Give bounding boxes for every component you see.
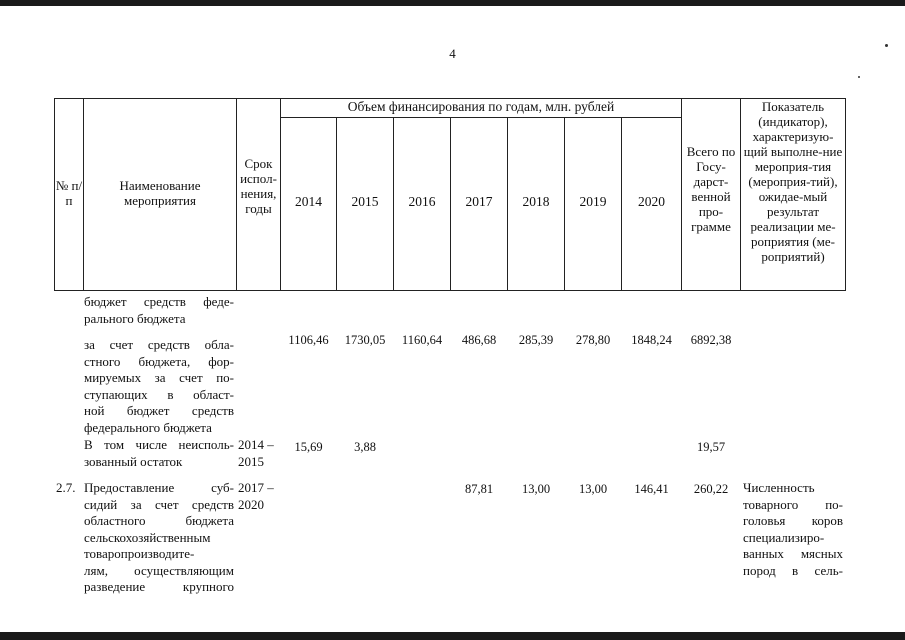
value-cell: 3,88 <box>354 440 376 454</box>
header-year: 2020 <box>638 194 665 209</box>
row-name-continuation: бюджет средств феде- рального бюджета <box>84 294 234 326</box>
header-name: Наименование мероприятия <box>119 178 201 208</box>
scan-edge-bottom <box>0 632 905 640</box>
header-term: Срок испол-нения, годы <box>240 156 277 216</box>
value-cell: 1730,05 <box>344 333 386 347</box>
term-cell: 2014 – 2015 <box>238 437 274 469</box>
row-name-unused-balance: В том числе неисполь- зованный остаток <box>84 437 234 469</box>
indicator-cell: Численность товарного по- головья коров специализиро- ванных мясных пород в сель- <box>743 480 843 578</box>
total-cell: 260,22 <box>693 482 729 496</box>
value-cell: 146,41 <box>634 482 669 496</box>
value-cell: 1106,46 <box>288 333 329 347</box>
value-cell: 13,00 <box>578 482 608 496</box>
header-year: 2017 <box>465 194 493 209</box>
header-year: 2014 <box>295 194 322 209</box>
value-cell: 13,00 <box>521 482 551 496</box>
header-year: 2016 <box>408 194 436 209</box>
value-cell: 15,69 <box>294 440 323 454</box>
header-year: 2019 <box>579 194 607 209</box>
scan-speck <box>858 76 860 78</box>
header-total: Всего по Госу-дарст-венной про-грамме <box>686 144 736 234</box>
header-year: 2018 <box>522 194 550 209</box>
row-number: 2.7. <box>56 480 76 495</box>
total-cell: 6892,38 <box>690 333 732 347</box>
value-cell: 87,81 <box>464 482 494 496</box>
value-cell: 1848,24 <box>631 333 672 347</box>
value-cell: 1160,64 <box>401 333 443 347</box>
header-year: 2015 <box>351 194 379 209</box>
row-name-regional-funds: за счет средств обла- стного бюджета, фор- мируемых за счет по- ступающих в област- ной бюджет средств федерального бюджета <box>84 337 234 435</box>
scan-edge-top <box>0 0 905 6</box>
term-cell: 2017 – 2020 <box>238 480 274 512</box>
row-name-subsidies: Предоставление суб- сидий за счет средств областного бюджета сельскохозяйственным товаропроизводите- лям, осуществляющим разведение крупного <box>84 480 234 594</box>
header-no: № п/п <box>55 178 83 208</box>
header-indicator: Показатель (индикатор), характеризую-щий выполне-ние мероприя-тия (мероприя-тий), ожидае-мый результат реализации ме-роприятия (ме-роприятий) <box>743 99 843 264</box>
page-number: 4 <box>449 46 456 61</box>
value-cell: 285,39 <box>518 333 554 347</box>
total-cell: 19,57 <box>696 440 726 454</box>
value-cell: 486,68 <box>461 333 497 347</box>
header-financing-group: Объем финансирования по годам, млн. рублей <box>347 99 615 114</box>
value-cell: 278,80 <box>575 333 611 347</box>
